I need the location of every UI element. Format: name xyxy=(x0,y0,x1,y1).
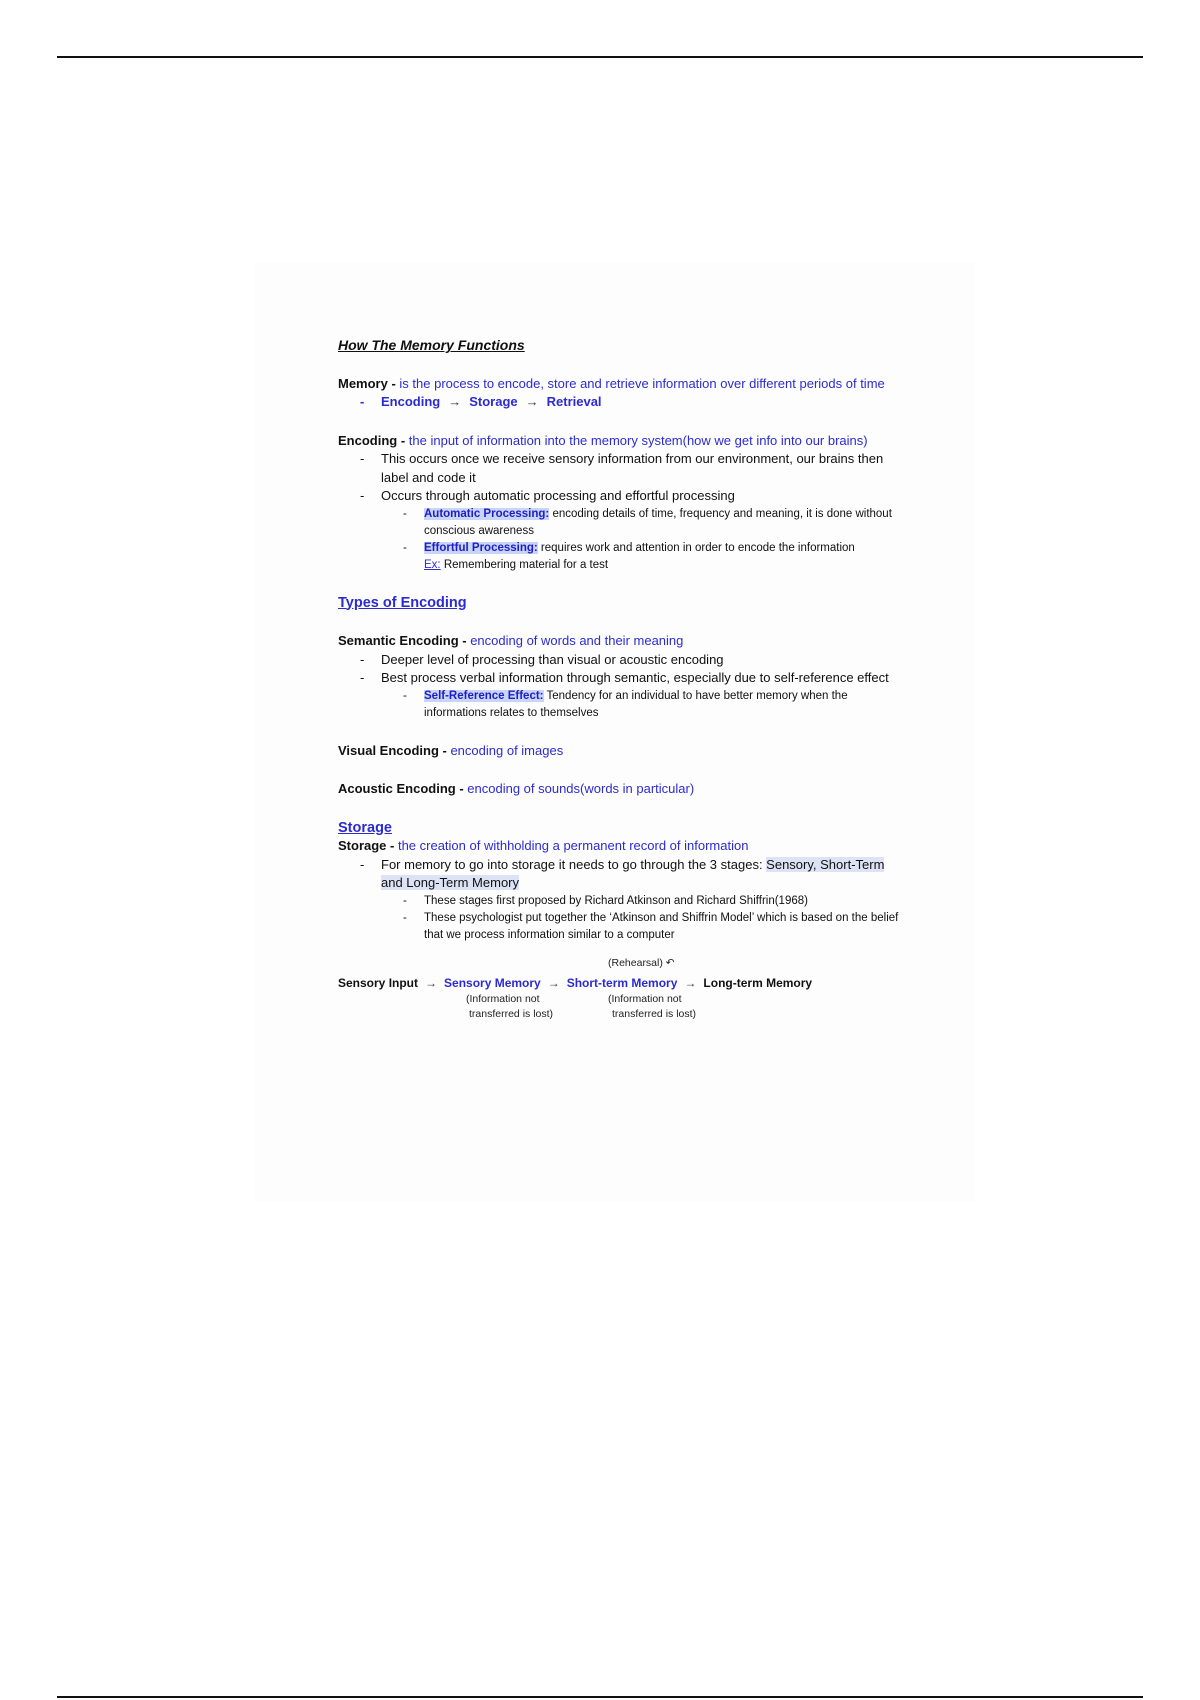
list-item: - This occurs once we receive sensory information from our environment, our brains then label and code it xyxy=(338,450,908,487)
self-reference-text: Tendency for an individual to have better memory when the informations relates to themselves xyxy=(424,689,848,719)
list-item xyxy=(338,669,908,722)
visual-term: Visual Encoding - xyxy=(338,742,447,758)
acoustic-definition xyxy=(338,780,908,799)
sensory-loss-note-cont: transferred is lost) xyxy=(469,1007,554,1020)
memory-definition xyxy=(338,375,908,394)
example-text: Remembering material for a test xyxy=(440,558,609,571)
memory-def: is the process to encode, store and retrieve information over different periods of time xyxy=(395,375,885,391)
chain-storage: Storage xyxy=(469,394,518,409)
document-content xyxy=(338,336,908,1036)
flow-long-term-memory: Long-term Memory xyxy=(703,975,813,990)
example-label: Ex: xyxy=(424,558,441,571)
flow-short-term-memory: Short-term Memory xyxy=(566,975,678,990)
automatic-processing-text: encoding details of time, frequency and meaning, it is done without conscious awareness xyxy=(424,507,892,537)
encoding-def: the input of information into the memory system(how we get info into our brains) xyxy=(405,432,868,448)
semantic-term: Semantic Encoding - xyxy=(338,633,467,648)
flow-sensory-input: Sensory Input xyxy=(338,975,419,990)
arrow-icon: → xyxy=(525,394,539,409)
chain-encoding: Encoding xyxy=(381,394,441,409)
memory-term: Memory - xyxy=(338,375,396,391)
sensory-loss-note: (Information not xyxy=(466,992,540,1005)
arrow-icon: → xyxy=(425,975,438,990)
encoding-list xyxy=(338,450,908,574)
stages-list xyxy=(381,893,908,944)
flow-sensory-memory: Sensory Memory xyxy=(444,975,541,990)
processing-list xyxy=(381,506,908,574)
list-item xyxy=(338,487,908,574)
list-item: - Deeper level of processing than visual or acoustic encoding xyxy=(338,651,908,670)
storage-def: the creation of withholding a permanent record of information xyxy=(394,838,749,853)
arrow-icon: → xyxy=(547,975,560,990)
list-item-text: Best process verbal information through semantic, especially due to self-reference effect xyxy=(381,670,889,685)
encoding-definition xyxy=(338,432,908,451)
arrow-icon: → xyxy=(448,394,462,409)
list-item-text: Occurs through automatic processing and effortful processing xyxy=(381,488,735,503)
list-item: - These psychologist put together the ‘Atkinson and Shiffrin Model’ which is based on the belief that we process information similar to a computer xyxy=(381,910,908,944)
self-reference-list xyxy=(381,688,908,722)
flow-row xyxy=(338,974,812,993)
storage-definition xyxy=(338,837,908,856)
list-item: - These stages first proposed by Richard Atkinson and Richard Shiffrin(1968) xyxy=(381,893,908,910)
stages-highlight: Sensory, Short-Term and Long-Term Memory xyxy=(381,856,885,890)
visual-definition xyxy=(338,742,908,761)
effortful-processing-label: Effortful Processing: xyxy=(424,541,538,554)
memory-list xyxy=(338,393,908,412)
short-term-loss-note-cont: transferred is lost) xyxy=(612,1007,697,1020)
automatic-processing-label: Automatic Processing: xyxy=(424,507,550,520)
storage-list xyxy=(338,856,908,944)
page-title: How The Memory Functions xyxy=(338,337,525,353)
list-item xyxy=(381,688,908,722)
visual-def: encoding of images xyxy=(446,742,564,758)
list-item xyxy=(381,506,908,540)
encoding-term: Encoding - xyxy=(338,432,406,448)
arrow-icon: → xyxy=(684,975,697,990)
memory-chain xyxy=(338,393,908,412)
top-rule xyxy=(57,56,1143,58)
storage-bullet-text: For memory to go into storage it needs to go through the 3 stages: xyxy=(381,856,767,872)
semantic-definition xyxy=(338,632,908,651)
rehearsal-note: (Rehearsal) ↶ xyxy=(608,956,675,969)
semantic-def: encoding of words and their meaning xyxy=(466,633,684,648)
storage-term: Storage - xyxy=(338,838,395,853)
effortful-processing-text: requires work and attention in order to encode the information xyxy=(537,541,855,554)
acoustic-def: encoding of sounds(words in particular) xyxy=(463,781,695,796)
bottom-rule xyxy=(57,1696,1143,1698)
semantic-list xyxy=(338,651,908,722)
memory-flow-diagram xyxy=(338,956,908,1036)
short-term-loss-note: (Information not xyxy=(608,992,682,1005)
self-reference-label: Self-Reference Effect: xyxy=(424,689,544,702)
chain-retrieval: Retrieval xyxy=(546,394,602,409)
list-item xyxy=(338,856,908,944)
storage-heading: Storage xyxy=(338,819,392,836)
acoustic-term: Acoustic Encoding - xyxy=(338,781,464,796)
list-item xyxy=(381,540,908,574)
types-heading: Types of Encoding xyxy=(338,594,467,611)
